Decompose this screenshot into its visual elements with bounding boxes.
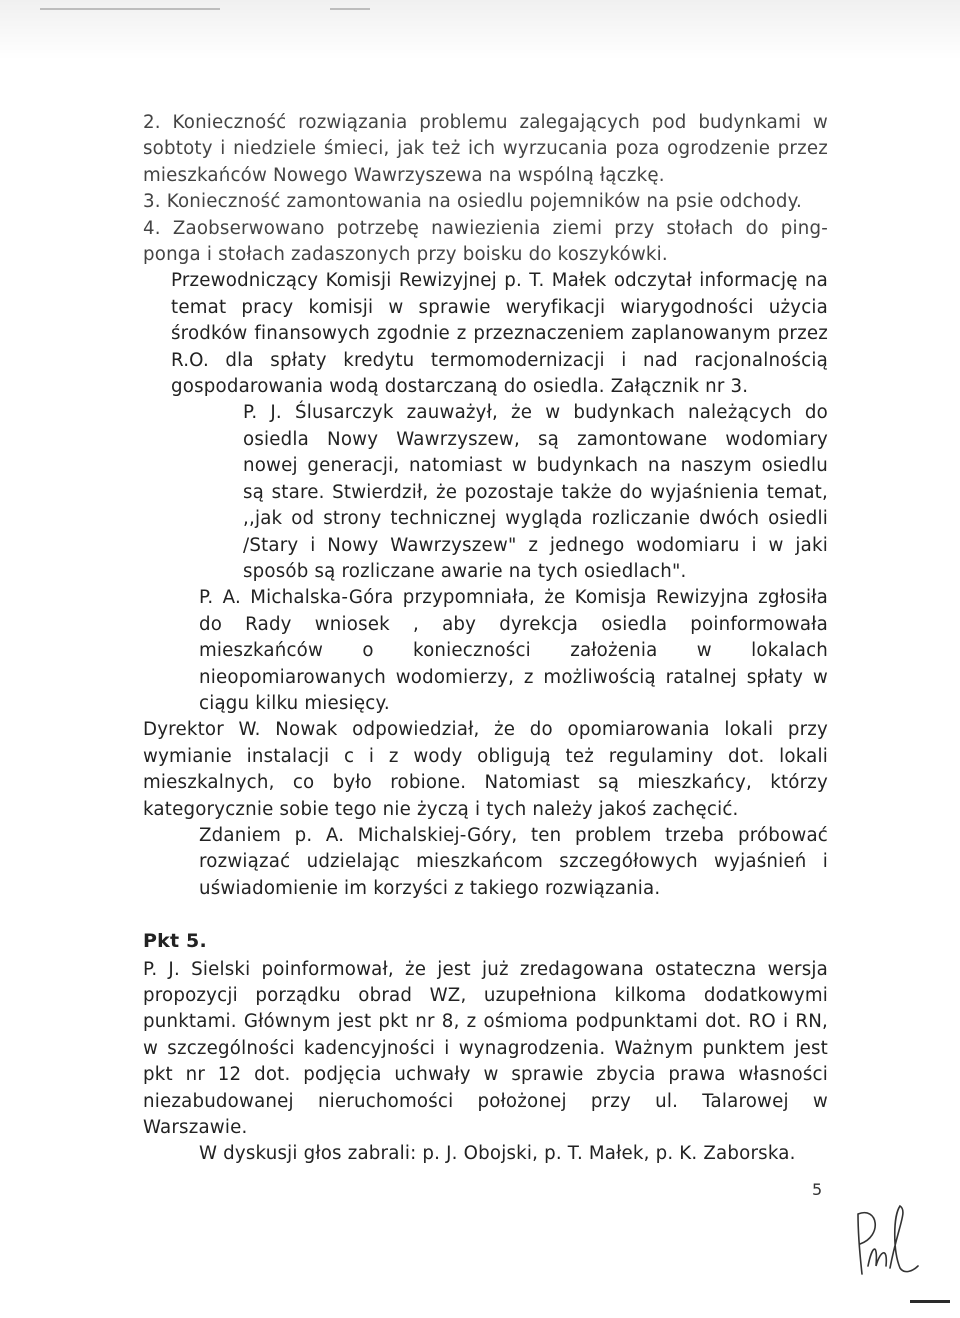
scan-edge-mark bbox=[910, 1300, 950, 1303]
paragraph-nowak: Dyrektor W. Nowak odpowiedział, że do opomiarowania lokali przy wymianie instalacji c i z wody obligują też regulaminy dot. lokali mieszkalnych, co było robione. Natomiast są mieszkańcy, którzy kategorycznie sobie tego nie życzą i tych należy jakoś zachęcić. bbox=[143, 719, 828, 820]
list-item-3: 3. Konieczność zamontowania na osiedlu pojemników na psie odchody. bbox=[143, 191, 802, 213]
paragraph-slusarczyk: P. J. Ślusarczyk zauważył, że w budynkach należących do osiedla Nowy Wawrzyszew, są zamontowane wodomiary nowej generacji, natomiast w budynkach na naszym osiedlu są stare. Stwierdził, że pozostaje także do wyjaśnienia temat, ,,jak od strony technicznej wygląda rozliczanie dwóch osiedli /Stary i Nowy Wawrzyszew" z jednego wodomiaru i w jaki sposób są rozliczane awarie na tych osiedlach". bbox=[243, 402, 828, 582]
handwritten-signature-icon bbox=[838, 1196, 928, 1286]
section-heading-pkt5: Pkt 5. bbox=[143, 930, 207, 953]
paragraph-sielski: P. J. Sielski poinformował, że jest już zredagowana ostateczna wersja propozycji porządku obrad WZ, uzupełniona kilkoma dodatkowymi punktami. Głównym jest pkt nr 8, z ośmioma podpunktami dot. RO i RN, w szczególności kadencyjności i wynagrodzenia. Ważnym punktem jest pkt nr 12 dot. podjęcia uchwały w sprawie zbycia prawa własności niezabudowanej nieruchomości położonej przy ul. Talarowej w Warszawie. bbox=[143, 958, 828, 1139]
document-body bbox=[143, 110, 828, 1168]
paragraph-zdaniem: Zdaniem p. A. Michalskiej-Góry, ten problem trzeba próbować rozwiązać udzielając mieszkańcom szczegółowych wyjaśnień i uświadomienie im korzyści z takiego rozwiązania. bbox=[199, 824, 828, 899]
paragraph-michalska: P. A. Michalska-Góra przypomniała, że Komisja Rewizyjna zgłosiła do Rady wniosek , aby dyrekcja osiedla poinformowała mieszkańców o konieczności założenia w lokalach nieopomiarowanych wodomierzy, z możliwością ratalnej spłaty w ciągu kilku miesięcy. bbox=[199, 587, 828, 714]
scan-artifact-line bbox=[40, 8, 220, 10]
scan-artifact-line bbox=[330, 8, 370, 10]
paragraph-malek: Przewodniczący Komisji Rewizyjnej p. T. Małek odczytał informację na temat pracy komisji w sprawie weryfikacji wiarygodności użycia środków finansowych zgodnie z przeznaczeniem zaplanowanym przez R.O. dla spłaty kredytu termomodernizacji i nad racjonalnością gospodarowania wodą dostarczaną do osiedla. Załącznik nr 3. bbox=[171, 270, 828, 398]
paragraph-dyskusja: W dyskusji głos zabrali: p. J. Obojski, p. T. Małek, p. K. Zaborska. bbox=[199, 1143, 796, 1165]
page-number: 5 bbox=[812, 1180, 823, 1199]
list-item-2: 2. Konieczność rozwiązania problemu zalegających pod budynkami w sobtoty i niedziele śmieci, jak też ich wyrzucania poza ogrodzenie przez mieszkańców Nowego Wawrzyszewa na wspólną łączkę. bbox=[143, 112, 828, 186]
list-item-4: 4. Zaobserwowano potrzebę nawiezienia ziemi przy stołach do ping-ponga i stołach zadaszonych przy boisku do koszykówki. bbox=[143, 217, 828, 266]
